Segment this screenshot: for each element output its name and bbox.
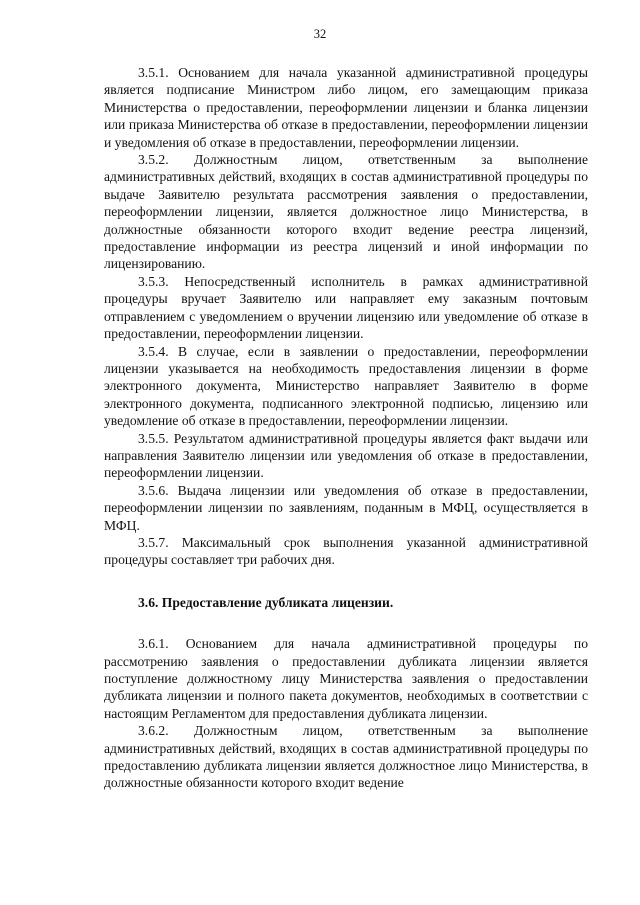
paragraph-3-5-3: 3.5.3. Непосредственный исполнитель в рамках административной процедуры вручает Заявителю или направляет ему заказным почтовым отправлением с уведомлением о вручении лицензию или уведомление об отказе в предоставлении, переоформлении лицензии. — [104, 273, 588, 342]
paragraph-3-5-5: 3.5.5. Результатом административной процедуры является факт выдачи или направления Заявителю лицензии или уведомления об отказе в предоставлении, переоформлении лицензии. — [104, 430, 588, 481]
page-number: 32 — [313, 27, 327, 41]
paragraph-3-5-4: 3.5.4. В случае, если в заявлении о предоставлении, переоформлении лицензии указывается на необходимость предоставления лицензии в форме электронного документа, Министерство направляет Заявителю в форме электронного документа, подписанного электронной подписью, лицензию или уведомление об отказе в предоставлении, переоформлении лицензии. — [104, 343, 588, 429]
paragraph-3-5-2: 3.5.2. Должностным лицом, ответственным за выполнение административных действий, входящих в состав административной процедуры по выдаче Заявителю результата рассмотрения заявления о предоставлении, переоформлении лицензии, является должностное лицо Министерства, в должностные обязанности которого входит ведение реестра лицензий, предоставление информации из реестра лицензий и иной информации по лицензированию. — [104, 152, 588, 272]
paragraph-3-5-1: 3.5.1. Основанием для начала указанной административной процедуры является подписание Министром либо лицом, его замещающим приказа Министерства о предоставлении, переоформлении лицензии и бланка лицензии или приказа Министерства об отказе в предоставлении, переоформлении лицензии и уведомления об отказе в предоставлении, переоформлении лицензии. — [104, 65, 588, 150]
paragraph-3-6-2: 3.6.2. Должностным лицом, ответственным за выполнение административных действий, входящих в состав административной процедуры по предоставлению дубликата лицензии является должностное лицо Министерства, в должностные обязанности которого входит ведение — [104, 723, 588, 791]
paragraph-3-6-1: 3.6.1. Основанием для начала административной процедуры по рассмотрению заявления о предоставлении дубликата лицензии является поступление должностному лицу Министерства заявления о предоставлении дубликата лицензии и полного пакета документов, необходимых в соответствии с настоящим Регламентом для предоставления дубликата лицензии. — [104, 636, 588, 721]
document-body — [104, 64, 588, 792]
section-heading: 3.6. Предоставление дубликата лицензии. — [138, 594, 394, 610]
paragraph-3-5-6: 3.5.6. Выдача лицензии или уведомления об отказе в предоставлении, переоформлении лицензии по заявлениям, поданным в МФЦ, осуществляется в МФЦ. — [104, 482, 588, 533]
paragraph-3-5-7: 3.5.7. Максимальный срок выполнения указанной административной процедуры составляет три рабочих дня. — [104, 534, 588, 568]
